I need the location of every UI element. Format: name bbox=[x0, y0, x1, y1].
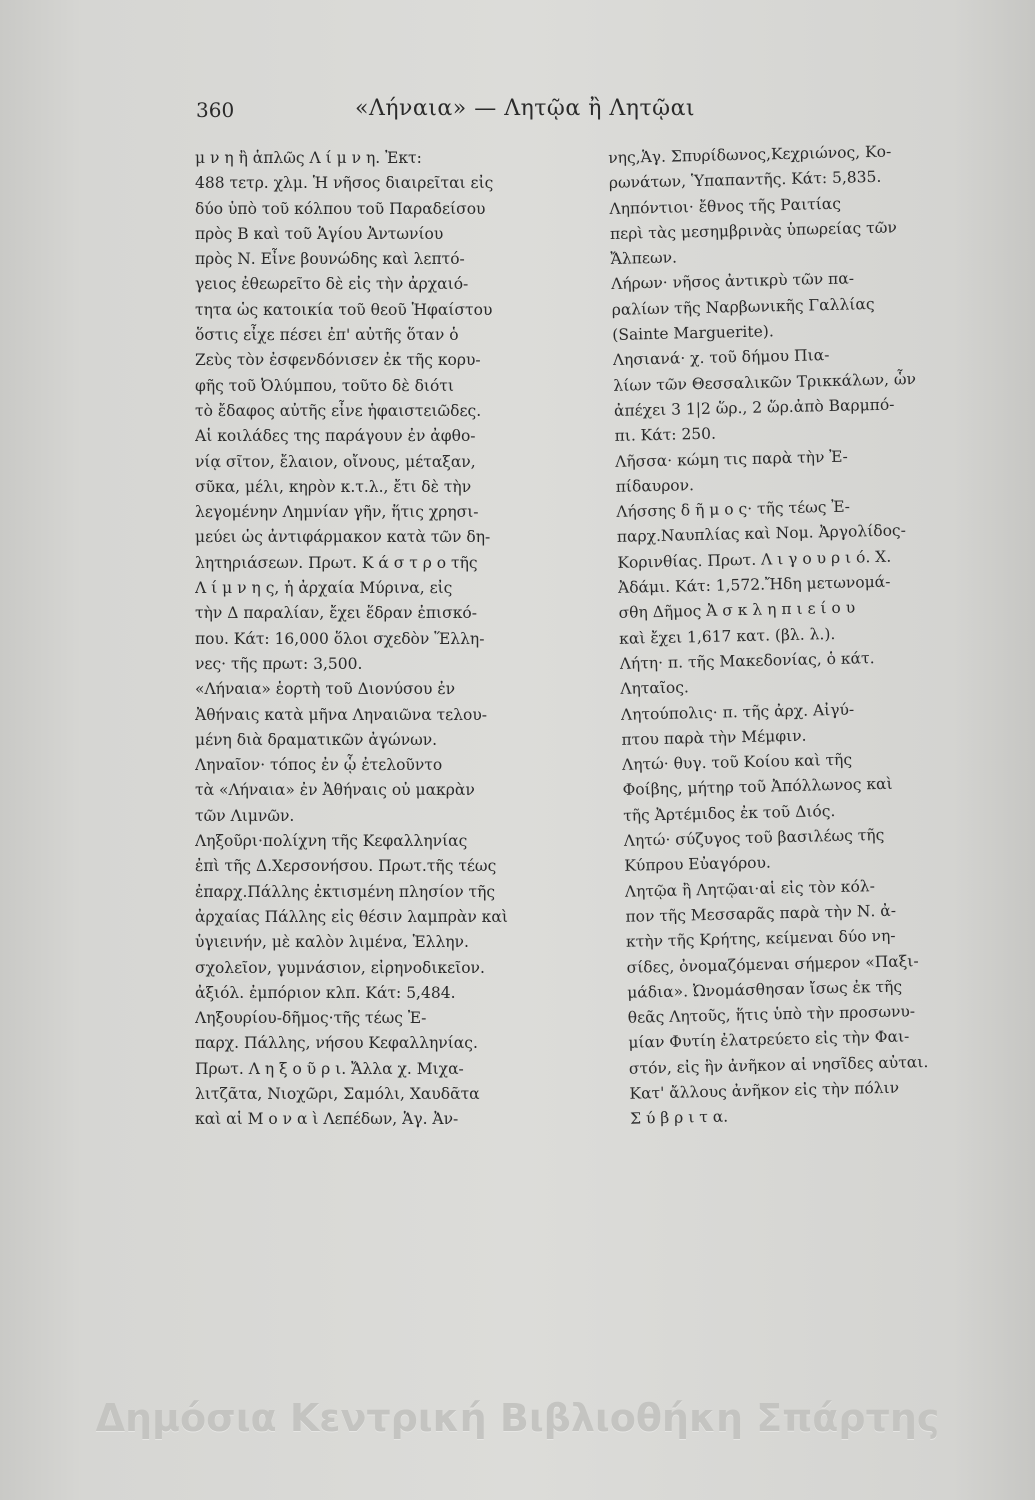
text-line: πτου παρὰ τὴν Μέμφιν. bbox=[621, 726, 807, 749]
text-line: μ ν η ἢ ἁπλῶς Λ ί μ ν η. Ἐκτ: bbox=[195, 149, 422, 167]
text-line: τὸ ἔδαφος αὐτῆς εἶνε ἡφαιστειῶδες. bbox=[195, 401, 482, 420]
text-line: Ἀδάμι. Κάτ: 1,572.Ἤδη μετωνομά- bbox=[617, 572, 891, 597]
text-line: Ἀθήναις κατὰ μῆνα Ληναιῶνα τελου- bbox=[195, 705, 488, 724]
text-line: Λήσσης δ ῆ μ ο ς· τῆς τέως Ἐ- bbox=[616, 497, 851, 522]
text-line: Ληναῖον· τόπος ἐν ᾧ ἐτελοῦντο bbox=[195, 756, 443, 775]
text-line: πρὸς Ν. Εἶνε βουνώδης καὶ λεπτό- bbox=[195, 250, 465, 269]
text-line: πρὸς Β καὶ τοῦ Ἁγίου Ἀντωνίου bbox=[195, 224, 444, 243]
library-watermark: Δημόσια Κεντρική Βιβλιοθήκη Σπάρτης bbox=[95, 1396, 940, 1440]
text-line: σῦκα, μέλι, κηρὸν κ.τ.λ., ἔτι δὲ τὴν bbox=[195, 477, 472, 496]
text-line: Κύπρου Εὐαγόρου. bbox=[624, 853, 772, 876]
text-line: θεᾶς Λητοῦς, ἥτις ὑπὸ τὴν προσωνυ- bbox=[627, 1002, 916, 1027]
text-line: περὶ τὰς μεσημβρινὰς ὑπωρείας τῶν bbox=[609, 218, 897, 243]
text-line: τῶν Λιμνῶν. bbox=[195, 806, 295, 825]
text-line: παρχ. Πάλλης, νήσου Κεφαλληνίας. bbox=[195, 1034, 478, 1053]
text-line: φῆς τοῦ Ὀλύμπου, τοῦτο δὲ διότι bbox=[195, 376, 454, 395]
text-line: λητηριάσεων. Πρωτ. Κ ά σ τ ρ ο τῆς bbox=[195, 553, 478, 572]
text-line: πον τῆς Μεσσαρᾶς παρὰ τὴν Ν. ἀ- bbox=[625, 901, 897, 926]
text-line: Ληξουρίου-δῆμος·τῆς τέως Ἐ- bbox=[195, 1009, 427, 1028]
text-line: Σ ύ β ρ ι τ α. bbox=[629, 1107, 729, 1129]
running-header: «Λήναια» — Λητῷα ἢ Λητῷαι bbox=[355, 96, 696, 121]
text-line: μίαν Φυτίη ἐλατρεύετο εἰς τὴν Φαι- bbox=[628, 1027, 910, 1053]
text-line: ραλίων τῆς Ναρβωνικῆς Γαλλίας bbox=[611, 294, 875, 319]
text-line: νες· τῆς πρωτ: 3,500. bbox=[195, 654, 363, 673]
text-line: Λήτη· π. τῆς Μακεδονίας, ὁ κάτ. bbox=[619, 649, 875, 673]
text-line: καὶ ἔχει 1,617 κατ. (βλ. λ.). bbox=[618, 624, 836, 648]
text-line: σχολεῖον, γυμνάσιον, εἰρηνοδικεῖον. bbox=[195, 958, 485, 977]
text-line: τὴν Δ παραλίαν, ἔχει ἕδραν ἐπισκό- bbox=[195, 604, 477, 623]
text-line: Λήρων· νῆσος ἀντικρὺ τῶν πα- bbox=[610, 269, 855, 294]
text-line: Αἱ κοιλάδες της παράγουν ἐν ἀφθο- bbox=[195, 427, 476, 446]
text-line: Κορινθίας. Πρωτ. Λ ι γ ο υ ρ ι ό. Χ. bbox=[617, 547, 892, 572]
text-line: ὑγιεινήν, μὲ καλὸν λιμένα, Ἑλλην. bbox=[195, 933, 469, 952]
text-line: Λητῷα ἢ Λητῷαι·αἱ εἰς τὸν κόλ- bbox=[624, 876, 876, 901]
text-line: γειος ἐθεωρεῖτο δὲ εἰς τὴν ἀρχαιό- bbox=[195, 275, 469, 294]
text-line: Κατ' ἄλλους ἀνῆκον εἰς τὴν πόλιν bbox=[629, 1078, 900, 1103]
text-line: (Sainte Marguerite). bbox=[612, 322, 774, 345]
text-line: Ληπόντιοι· ἔθνος τῆς Ραιτίας bbox=[609, 194, 842, 218]
text-line: τὰ «Λήναια» ἐν Ἀθήναις οὐ μακρὰν bbox=[195, 781, 475, 800]
text-line: Λητώ· σύζυγος τοῦ βασιλέως τῆς bbox=[623, 825, 885, 850]
text-line: τητα ὡς κατοικία τοῦ θεοῦ Ἡφαίστου bbox=[195, 300, 493, 319]
text-line: σθη Δῆμος Ἀ σ κ λ η π ι ε ί ο υ bbox=[618, 598, 856, 623]
text-line: ἀξιόλ. ἐμπόριον κλπ. Κάτ: 5,484. bbox=[195, 983, 456, 1002]
text-line: Ληταῖος. bbox=[620, 678, 690, 699]
text-line: Ληξοῦρι·πολίχνη τῆς Κεφαλληνίας bbox=[195, 832, 468, 851]
text-line: πι. Κάτ: 250. bbox=[614, 424, 717, 446]
text-line: λίων τῶν Θεσσαλικῶν Τρικκάλων, ὧν bbox=[613, 369, 917, 395]
text-line: νίᾳ σῖτον, ἔλαιον, οἴνους, μέταξαν, bbox=[195, 452, 476, 471]
text-line: ἀπέχει 3 1|2 ὥρ., 2 ὥρ.ἀπὸ Βαρμπό- bbox=[613, 395, 895, 420]
text-line: Φοίβης, μήτηρ τοῦ Ἀπόλλωνος καὶ bbox=[622, 775, 893, 800]
left-text-column bbox=[195, 146, 590, 1133]
text-line: ἐπὶ τῆς Δ.Χερσονήσου. Πρωτ.τῆς τέως bbox=[195, 857, 497, 876]
text-line: Ζεὺς τὸν ἐσφενδόνισεν ἐκ τῆς κορυ- bbox=[195, 351, 481, 370]
text-line: πίδαυρον. bbox=[615, 475, 695, 496]
text-line: τῆς Ἀρτέμιδος ἐκ τοῦ Διός. bbox=[622, 801, 836, 825]
text-line: Λητούπολις· π. τῆς ἀρχ. Αἰγύ- bbox=[620, 700, 855, 724]
text-line: που. Κάτ: 16,000 ὅλοι σχεδὸν Ἕλλη- bbox=[195, 629, 485, 648]
page-number: 360 bbox=[196, 98, 235, 122]
right-text-column bbox=[608, 139, 955, 1133]
text-line: νης,Ἁγ. Σπυρίδωνος,Κεχριώνος, Κο- bbox=[608, 142, 892, 167]
text-line: Λητώ· θυγ. τοῦ Κοίου καὶ τῆς bbox=[621, 750, 853, 774]
text-line: κτὴν τῆς Κρήτης, κείμεναι δύο νη- bbox=[625, 926, 896, 951]
text-line: ἀρχαίας Πάλλης εἰς θέσιν λαμπρὰν καὶ bbox=[195, 907, 508, 926]
text-line: Λ ί μ ν η ς, ἡ ἀρχαία Μύρινα, εἰς bbox=[195, 579, 453, 598]
text-line: Ἄλπεων. bbox=[610, 248, 678, 269]
text-line: Λησιανά· χ. τοῦ δήμου Πια- bbox=[612, 346, 830, 370]
text-line: μεύει ὡς ἀντιφάρμακον κατὰ τῶν δη- bbox=[195, 528, 491, 547]
text-line: Λῆσσα· κώμη τις παρὰ τὴν Ἐ- bbox=[614, 447, 848, 471]
text-line: σίδες, ὀνομαζόμεναι σήμερον «Παξι- bbox=[626, 951, 919, 977]
text-line: ἐπαρχ.Πάλλης ἐκτισμένη πλησίον τῆς bbox=[195, 882, 496, 901]
text-line: λεγομένην Λημνίαν γῆν, ἥτις χρησι- bbox=[195, 503, 479, 522]
text-line: παρχ.Ναυπλίας καὶ Νομ. Ἀργολίδος- bbox=[616, 521, 907, 547]
text-line: «Λήναια» ἑορτὴ τοῦ Διονύσου ἐν bbox=[195, 680, 456, 699]
text-line: 488 τετρ. χλμ. Ἡ νῆσος διαιρεῖται εἰς bbox=[195, 174, 494, 193]
text-line: μάδια». Ὠνομάσθησαν ἴσως ἐκ τῆς bbox=[627, 977, 903, 1002]
text-line: στόν, εἰς ἣν ἀνῆκον αἱ νησῖδες αὐται. bbox=[628, 1052, 929, 1078]
text-line: ὅστις εἶχε πέσει ἐπ' αὐτῆς ὅταν ὁ bbox=[195, 326, 459, 345]
text-line: λιτζᾶτα, Νιοχῶρι, Σαμόλι, Χαυδᾶτα bbox=[195, 1084, 480, 1103]
text-line: ρωνάτων, Ὑπαπαντῆς. Κάτ: 5,835. bbox=[608, 168, 882, 193]
text-line: δύο ὑπὸ τοῦ κόλπου τοῦ Παραδείσου bbox=[195, 199, 486, 218]
text-line: μένη διὰ δραματικῶν ἀγώνων. bbox=[195, 730, 438, 749]
text-line: καὶ αἱ Μ ο ν α ὶ Λεπέδων, Ἁγ. Ἀν- bbox=[195, 1110, 459, 1129]
text-line: Πρωτ. Λ η ξ ο ῦ ρ ι. Ἄλλα χ. Μιχα- bbox=[195, 1059, 464, 1078]
